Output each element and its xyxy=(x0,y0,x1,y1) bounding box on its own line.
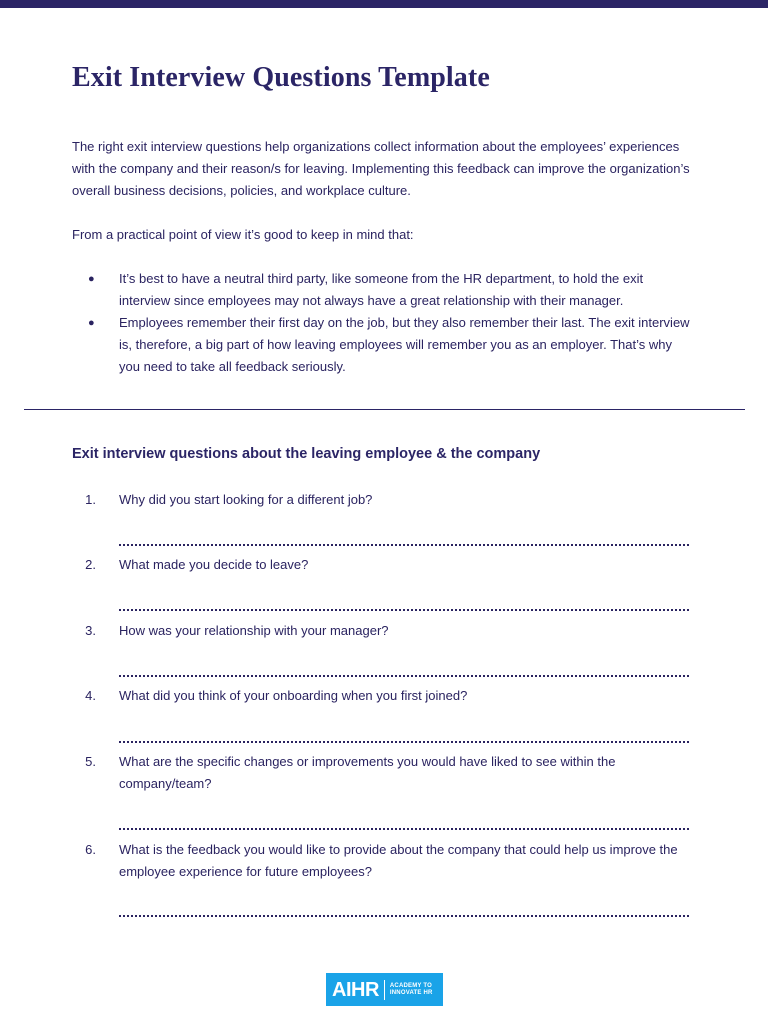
answer-line[interactable] xyxy=(119,675,689,677)
bullet-icon: ● xyxy=(88,317,95,329)
question-text: Why did you start looking for a different job? xyxy=(119,492,373,507)
question-number: 4. xyxy=(85,688,96,703)
question-number: 1. xyxy=(85,492,96,507)
answer-line[interactable] xyxy=(119,741,689,743)
question-number: 6. xyxy=(85,842,96,857)
question-text: What are the specific changes or improvements you would have liked to see within the company/team? xyxy=(119,754,616,791)
aihr-logo xyxy=(326,973,443,1006)
answer-line[interactable] xyxy=(119,915,689,917)
list-item xyxy=(72,268,692,312)
question-text: What made you decide to leave? xyxy=(119,557,309,572)
question-number: 3. xyxy=(85,623,96,638)
section-heading: Exit interview questions about the leaving employee & the company xyxy=(72,446,541,462)
question-text: How was your relationship with your manager? xyxy=(119,623,389,638)
bullet-text: Employees remember their first day on the job, but they also remember their last. The exit interview is, therefore, a big part of how leaving employees will remember you as an employer. That’s why you need to take all feedback seriously. xyxy=(119,315,690,374)
bullet-icon: ● xyxy=(88,273,95,285)
logo-divider xyxy=(384,980,385,1000)
answer-line[interactable] xyxy=(119,609,689,611)
lead-paragraph: From a practical point of view it’s good to keep in mind that: xyxy=(72,227,414,242)
question-text: What did you think of your onboarding when you first joined? xyxy=(119,688,468,703)
intro-paragraph: The right exit interview questions help organizations collect information about the employees’ experiences with the company and their reason/s for leaving. Implementing this feedback can improve the organization’s overall business decisions, policies, and workplace culture. xyxy=(72,139,690,198)
answer-line[interactable] xyxy=(119,828,689,830)
section-divider xyxy=(24,409,745,410)
page-title: Exit Interview Questions Template xyxy=(72,62,490,93)
question-number: 5. xyxy=(85,754,96,769)
logo-mark: AIHR xyxy=(332,978,379,1001)
answer-line[interactable] xyxy=(119,544,689,546)
tips-list xyxy=(72,268,692,378)
list-item xyxy=(72,312,692,378)
question-text: What is the feedback you would like to provide about the company that could help us improve the employee experience for future employees? xyxy=(119,842,678,879)
bullet-text: It’s best to have a neutral third party, like someone from the HR department, to hold the exit interview since employees may not always have a great relationship with their manager. xyxy=(119,271,644,308)
question-number: 2. xyxy=(85,557,96,572)
logo-tagline-line1: ACADEMY TO xyxy=(389,982,433,989)
top-accent-bar xyxy=(0,0,768,8)
logo-tagline-line2: INNOVATE HR xyxy=(389,989,433,996)
logo-tagline xyxy=(390,983,433,997)
